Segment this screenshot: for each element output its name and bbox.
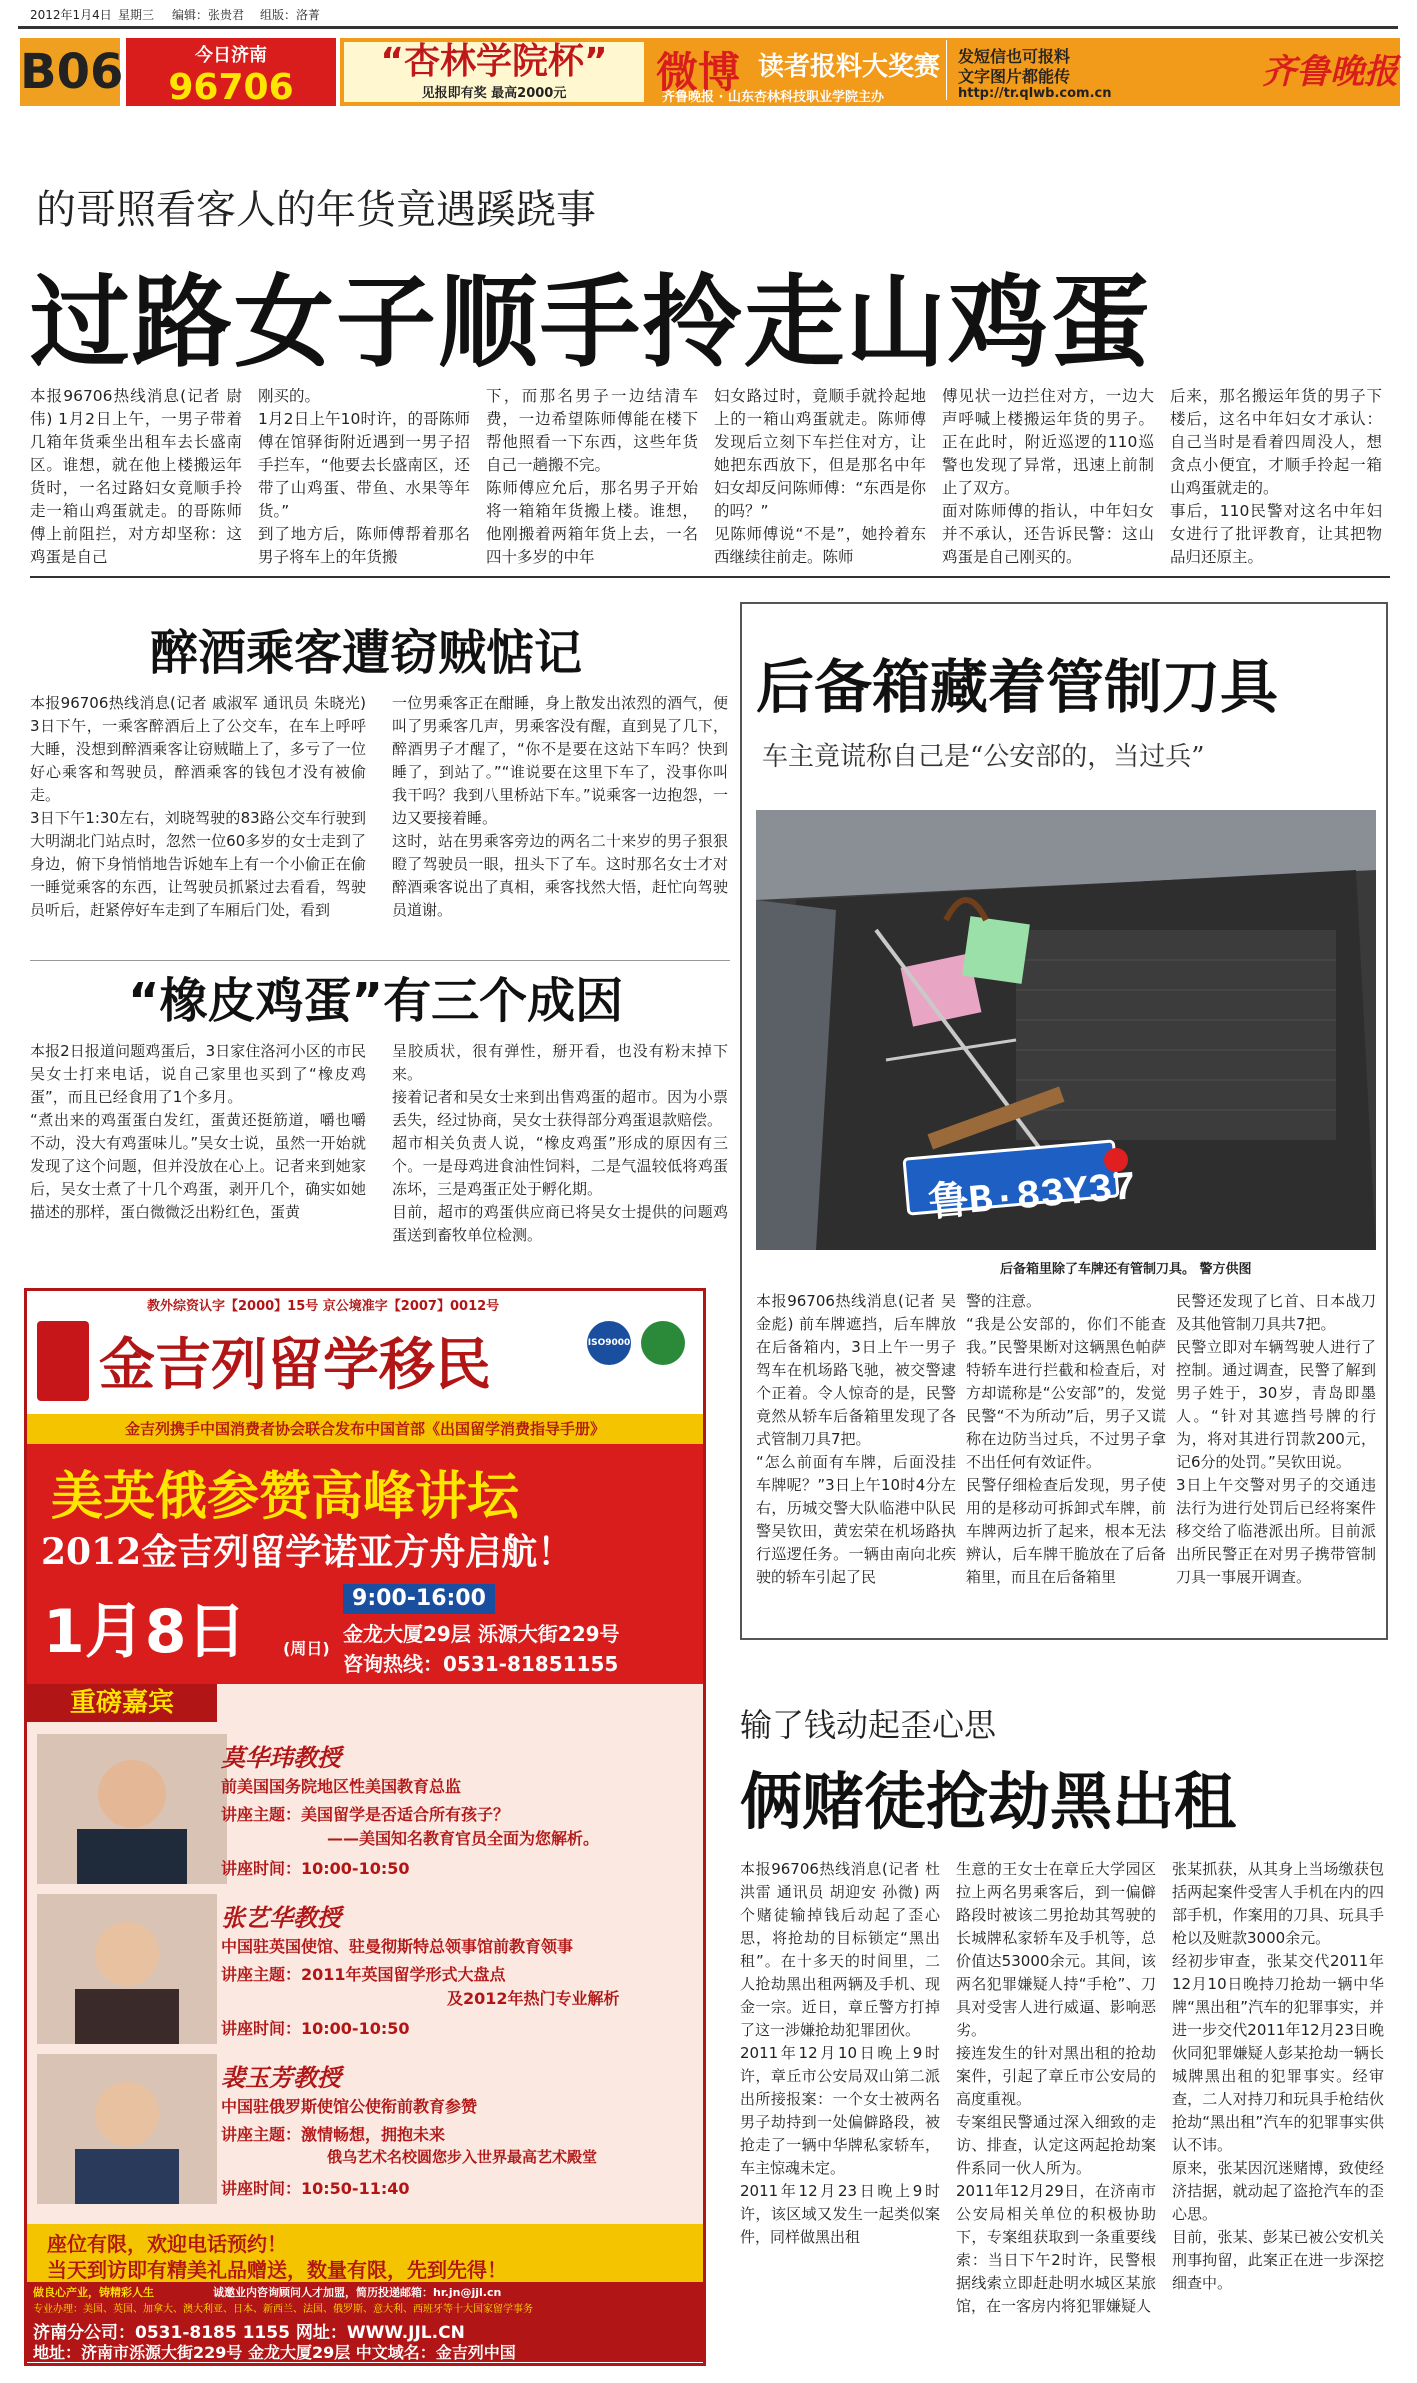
- guest-2-name: 张艺华教授: [221, 1903, 341, 1932]
- guest-3-name: 裴玉芳教授: [221, 2063, 341, 2092]
- ad-strip-text: 金吉列携手中国消费者协会联合发布中国首部《出国留学消费指导手册》: [124, 1420, 605, 1438]
- story5-col-2: 生意的王女士在章丘大学园区拉上两名男乘客后，到一偏僻路段时被该二男抢劫其驾驶的长城牌私家轿车及手机等，总价值达53000余元。其间，该两名犯罪嫌疑人持“手枪”、刀具对受害人进行威逼、影响恶劣。 接连发生的针对黑出租的抢劫案件，引起了章丘市公安局的高度重视。 专案组民警通过深入细致的走访、排查，认定这两起抢劫案件系同一伙人所为。 2011年12月29日，在济南市公安局相关单位的积极协助下，专案组获取到一条重要线索：当日下午2时许，民警根据线索立即赶赴明水城区某旅馆，在一客房内将犯罪嫌疑人: [956, 1860, 1156, 2315]
- ad-cert: 教外综资认字【2000】15号 京公境准字【2007】0012号: [147, 1299, 500, 1314]
- story1-col-3: 下，而那名男子一边结清车费，一边希望陈师傅能在楼下帮他照看一下东西，这些年货自己一趟搬不完。 陈师傅应允后，那名男子开始将一箱箱年货搬上楼。谁想，他刚搬着两箱年货上去，一名四十多岁的中年: [486, 387, 698, 565]
- guest-3-topic2: 俄乌艺术名校圆您步入世界最高艺术殿堂: [327, 2148, 598, 2166]
- award-title: 读者报料大奖赛: [758, 52, 941, 82]
- story1-col-5: 傅见状一边拦住对方，一边大声呼喊上楼搬运年货的男子。正在此时，附近巡逻的110巡警也发现了异常，迅速上前制止了双方。 面对陈师傅的指认，中年妇女并不承认，还告诉民警：这山鸡蛋是自己刚买的。: [942, 387, 1154, 565]
- editor: 编辑：张贵君: [172, 8, 245, 22]
- contest-sub: 见报即有奖 最高2000元: [421, 86, 567, 101]
- ad-guests: [27, 1684, 703, 2224]
- ad-footer-mail: 诚邀业内咨询顾问人才加盟，简历投递邮箱：hr.jn@jjl.cn: [213, 2286, 502, 2299]
- guest-photo-1: [37, 1734, 227, 1884]
- story2-rule: [30, 960, 730, 961]
- story5-headline: 俩赌徒抢劫黑出租: [740, 1765, 1237, 1838]
- story4-subhead: 车主竟谎称自己是“公安部的，当过兵”: [762, 742, 1205, 772]
- hotline-number: 96706: [168, 67, 294, 108]
- issue-date: 2012年1月4日: [30, 8, 112, 22]
- guest-1-topic: 讲座主题：美国留学是否适合所有孩子？: [221, 1805, 510, 1824]
- quality-badge: [641, 1321, 685, 1365]
- guest-1-title: 前美国国务院地区性美国教育总监: [221, 1777, 462, 1796]
- iso-badge: ISO9000: [587, 1321, 631, 1365]
- ad-logo-mark: [37, 1321, 89, 1401]
- report-url: http://tr.qlwb.com.cn: [958, 86, 1112, 101]
- ad-date: 1月8日: [43, 1597, 247, 1667]
- story3-col-1: 本报2日报道问题鸡蛋后，3日家住洛河小区的市民吴女士打来电话，说自己家里也买到了“橡皮鸡蛋”，而且已经食用了1个多月。 “煮出来的鸡蛋蛋白发红，蛋黄还挺筋道，嚼也嚼不动，没大有鸡蛋味儿。”吴女士说，虽然一开始就发现了这个问题，但并没放在心上。记者来到她家后，吴女士煮了十几个鸡蛋，剥开几个，确实如她描述的那样，蛋白微微泛出粉红色，蛋黄: [30, 1042, 366, 1221]
- story5-col-3: 张某抓获，从其身上当场缴获包括两起案件受害人手机在内的四部手机，作案用的刀具、玩具手枪以及赃款3000余元。 经初步审查，张某交代2011年12月10日晚持刀抢劫一辆中华牌“黑出租”汽车的犯罪事实，并进一步交代2011年12月23日晚伙同犯罪嫌疑人彭某抢劫一辆长城牌黑出租的犯罪事实。经审查，二人对持刀和玩具手枪结伙抢劫“黑出租”汽车的犯罪事实供认不讳。 原来，张某因沉迷赌博，致使经济拮据，就动起了盗抢汽车的歪心思。 目前，张某、彭某已被公安机关刑事拘留，此案正在进一步深挖细查中。: [1172, 1860, 1384, 2292]
- ad-notice-2: 当天到访即有精美礼品赠送，数量有限，先到先得！: [47, 2258, 507, 2282]
- ad-guests-title: 重磅嘉宾: [27, 1684, 217, 1722]
- contest-title: “杏林学院杯”: [380, 41, 608, 82]
- ad-time: 9:00-16:00: [343, 1584, 495, 1614]
- section-label: 今日济南: [195, 45, 267, 66]
- trunk-photo: [756, 810, 1376, 1250]
- section-box: [126, 38, 336, 106]
- ad-address: 地址：济南市泺源大街229号 金龙大厦29层 中文域名：金吉列中国: [33, 2343, 516, 2362]
- banner-divider: [946, 40, 947, 100]
- ad-notice-1: 座位有限，欢迎电话预约！: [47, 2232, 287, 2256]
- guest-1-topic2: ——美国知名教育官员全面为您解析。: [327, 1829, 600, 1848]
- ad-strip: [27, 1414, 703, 1444]
- guest-2-time: 讲座时间：10:00-10:50: [221, 2019, 410, 2038]
- story3-col-2: 呈胶质状，很有弹性，掰开看，也没有粉末掉下来。 接着记者和吴女士来到出售鸡蛋的超市。因为小票丢失，经过协商，吴女士获得部分鸡蛋退款赔偿。 超市相关负责人说，“橡皮鸡蛋”形成的原因有三个。一是母鸡进食油性饲料，二是气温较低将鸡蛋冻坏，三是鸡蛋正处于孵化期。 目前，超市的鸡蛋供应商已将吴女士提供的问题鸡蛋送到畜牧单位检测。: [392, 1042, 728, 1244]
- ad-footer-tag: 做良心产业，铸精彩人生: [33, 2286, 154, 2299]
- ad-weekday: (周日): [283, 1639, 330, 1658]
- page-number-box: [20, 38, 124, 106]
- guest-photo-3: [37, 2054, 217, 2204]
- page-number: B06: [20, 44, 124, 100]
- story3-headline: “橡皮鸡蛋”有三个成因: [128, 973, 624, 1029]
- ad-venue: 金龙大厦29层 泺源大街229号: [343, 1622, 620, 1646]
- story4-headline: 后备箱藏着管制刀具: [756, 653, 1279, 721]
- ad-footer: [27, 2282, 703, 2362]
- story4-col-1: 本报96706热线消息(记者 吴金彪) 前车牌遮挡，后车牌放在后备箱内，3日上午一男子驾车在机场路飞驰，被交警逮个正着。令人惊奇的是，民警竟然从轿车后备箱里发现了各式管制刀具7把。 “怎么前面有车牌，后面没挂车牌呢？”3日上午10时4分左右，历城交警大队临港中队民警吴钦田，黄宏荣在机场路执行巡逻任务。一辆由南向北疾驶的轿车引起了民: [756, 1292, 956, 1586]
- story1-col-6: 后来，那名搬运年货的男子下楼后，这名中年妇女才承认：自己当时是看着四周没人，想贪点小便宜，才顺手拎起一箱山鸡蛋就走的。 事后，110民警对这名中年妇女进行了批评教育，让其把物品归还原主。: [1170, 387, 1382, 565]
- newspaper-logo: 齐鲁晚报: [1262, 52, 1398, 92]
- ad-tel: 咨询热线：0531-81851155: [343, 1652, 619, 1676]
- guest-3-title: 中国驻俄罗斯使馆公使衔前教育参赞: [221, 2097, 478, 2116]
- story1-col-2: 刚买的。 1月2日上午10时许，的哥陈师傅在馆驿街附近遇到一男子招手拦车，“他要去长盛南区，还带了山鸡蛋、带鱼、水果等年货。” 到了地方后，陈师傅帮着那名男子将车上的年货搬: [258, 387, 470, 565]
- photo-caption: 后备箱里除了车牌还有管制刀具。 警方供图: [1000, 1262, 1252, 1277]
- ad-slogan: 2012金吉列留学诺亚方舟启航！: [41, 1531, 574, 1573]
- ad-brand: 金吉列留学移民: [99, 1333, 491, 1398]
- story5-kicker: 输了钱动起歪心思: [740, 1706, 997, 1744]
- story4-col-2: 警的注意。 “我是公安部的，你们不能查我。”民警果断对这辆黑色帕萨特轿车进行拦截和检查后，对方却谎称是“公安部”的，发觉民警“不为所动”后，男子又谎称在边防当过兵，不过男子拿不出任何有效证件。 民警仔细检查后发现，男子使用的是移动可拆卸式车牌，前车牌两边折了起来，根本无法辨认，后车牌干脆放在了后备箱里，而且在后备箱里: [966, 1292, 1166, 1586]
- weekday: 星期三: [118, 8, 155, 22]
- host-line: 齐鲁晚报 · 山东杏林科技职业学院主办: [662, 90, 884, 105]
- story2-headline: 醉酒乘客遭窃贼惦记: [150, 625, 583, 681]
- ad-branch: 济南分公司：0531-8185 1155 网址：WWW.JJL.CN: [33, 2323, 465, 2343]
- ad-countries: 专业办理：美国、英国、加拿大、澳大利亚、日本、新西兰、法国、俄罗斯、意大利、西班牙等十大国家留学事务: [33, 2304, 533, 2315]
- weibo-logo: 微博: [656, 48, 741, 97]
- guest-3-time: 讲座时间：10:50-11:40: [221, 2179, 410, 2198]
- story1-kicker: 的哥照看客人的年货竟遇蹊跷事: [36, 187, 596, 233]
- guest-2-topic: 讲座主题：2011年英国留学形式大盘点: [221, 1965, 506, 1984]
- top-rule: [18, 26, 1398, 29]
- section-rule-1: [30, 576, 1390, 578]
- license-plate-text: 鲁B·83Y37: [927, 1165, 1139, 1229]
- layout-credit: 组版：洛菁: [260, 8, 321, 22]
- story1-headline: 过路女子顺手拎走山鸡蛋: [30, 264, 1152, 381]
- guest-1-name: 莫华玮教授: [221, 1743, 341, 1772]
- guest-1-time: 讲座时间：10:00-10:50: [221, 1859, 410, 1878]
- ad-notice: [27, 2224, 703, 2282]
- ad-header: [27, 1291, 703, 1411]
- sms-line: 发短信也可报料: [958, 47, 1071, 66]
- guest-3-topic: 讲座主题：激情畅想，拥抱未来: [221, 2125, 446, 2144]
- story4-col-3: 民警还发现了匕首、日本战刀及其他管制刀具共7把。 民警立即对车辆驾驶人进行了控制。通过调查，民警了解到男子姓于，30岁，青岛即墨人。“针对其遮挡号牌的行为，将对其进行罚款200元，记6分的处罚。”吴钦田说。 3日上午交警对男子的交通违法行为进行处罚后已经将案件移交给了临港派出所。目前派出所民警正在对男子携带管制刀具一事展开调查。: [1176, 1292, 1376, 1586]
- story1-col-1: 本报96706热线消息(记者 尉伟) 1月2日上午，一男子带着几箱年货乘坐出租车去长盛南区。谁想，就在他上楼搬运年货时，一名过路妇女竟顺手拎走一箱山鸡蛋就走。的哥陈师傅上前阻拦，对方却坚称：这鸡蛋是自己: [30, 387, 242, 565]
- story2-col-2: 一位男乘客正在酣睡，身上散发出浓烈的酒气，便叫了男乘客几声，男乘客没有醒，直到晃了几下，醉酒男子才醒了，“你不是要在这站下车吗？快到睡了，到站了。”“谁说要在这里下车了，没事你叫我干吗？我到八里桥站下车。”说乘客一边抱怨，一边又要接着睡。 这时，站在男乘客旁边的两名二十来岁的男子狠狠瞪了驾驶员一眼，扭头下了车。这时那名女士才对醉酒乘客说出了真相，乘客找然大悟，赶忙向驾驶员道谢。: [392, 694, 728, 919]
- ad-event: [27, 1444, 703, 1684]
- guest-photo-2: [37, 1894, 217, 2044]
- story2-col-1: 本报96706热线消息(记者 戚淑军 通讯员 朱晓光) 3日下午，一乘客醉酒后上了公交车，在车上呼呼大睡，没想到醉酒乘客让窃贼瞄上了，多亏了一位好心乘客和驾驶员，醉酒乘客的钱包才没有被偷走。 3日下午1:30左右，刘晓驾驶的83路公交车行驶到大明湖北门站点时，忽然一位60多岁的女士走到了身边，俯下身悄悄地告诉她车上有一个小偷正在偷一睡觉乘客的东西，让驾驶员抓紧过去看看，驾驶员听后，赶紧停好车走到了车厢后门处，看到: [30, 694, 366, 919]
- story1-col-4: 妇女路过时，竟顺手就拎起地上的一箱山鸡蛋就走。陈师傅发现后立刻下车拦住对方，让她把东西放下，但是那名中年妇女却反问陈师傅：“东西是你的吗？” 见陈师傅说“不是”，她拎着东西继续往前走。陈师: [714, 387, 926, 565]
- web-line: 文字图片都能传: [958, 67, 1071, 86]
- contest-title-box: [344, 42, 644, 102]
- ad-forum: 美英俄参赞高峰讲坛: [51, 1467, 520, 1527]
- story5-col-1: 本报96706热线消息(记者 杜洪雷 通讯员 胡迎安 孙微) 两个赌徒输掉钱后动起了歪心思，将抢劫的目标锁定“黑出租”。在十多天的时间里，二人抢劫黑出租两辆及手机、现金一宗。近日，章丘警方打掉了这一涉嫌抢劫犯罪团伙。 2011年12月10日晚上9时许，章丘市公安局双山第二派出所接报案：一个女士被两名男子劫持到一处偏僻路段，被抢走了一辆中华牌私家轿车，车主惊魂未定。 2011年12月23日晚上9时许，该区域又发生一起类似案件，同样做黑出租: [740, 1860, 940, 2246]
- guest-2-title: 中国驻英国使馆、驻曼彻斯特总领事馆前教育领事: [221, 1937, 574, 1956]
- guest-2-topic2: 及2012年热门专业解析: [447, 1989, 620, 2008]
